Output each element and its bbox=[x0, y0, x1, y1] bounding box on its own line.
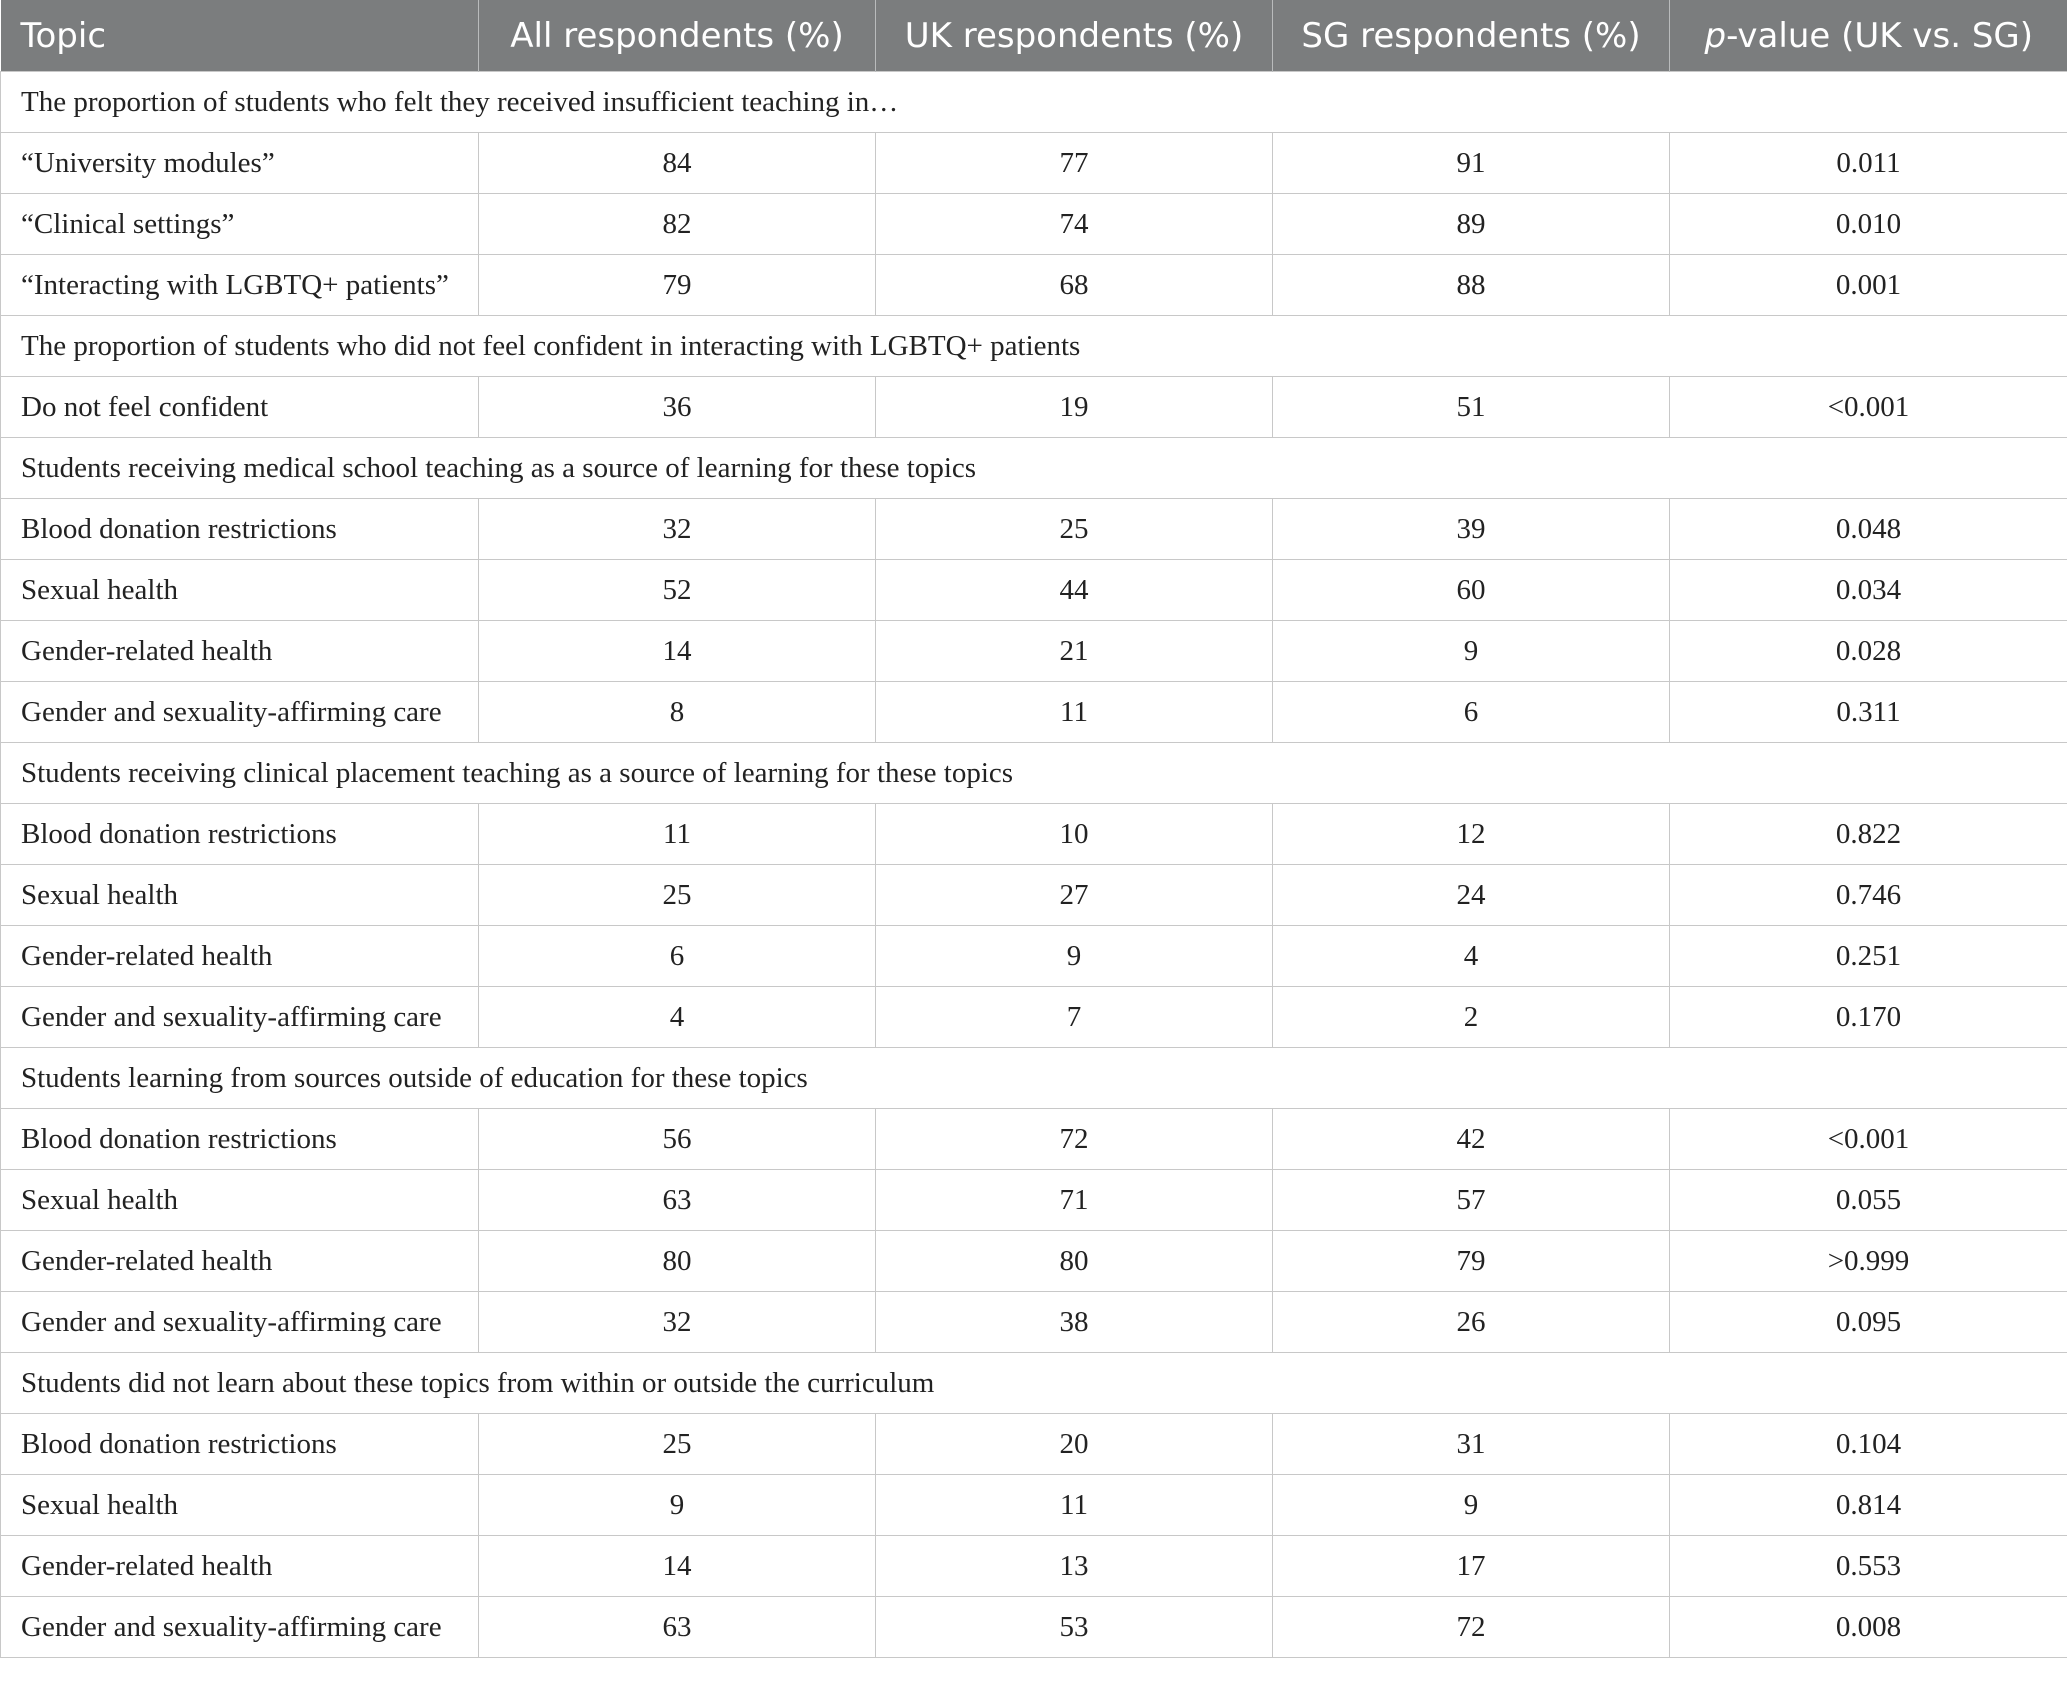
cell-p-value: >0.999 bbox=[1670, 1231, 2067, 1292]
table-row bbox=[1, 987, 2067, 1048]
cell-uk-respondents: 74 bbox=[876, 194, 1273, 255]
cell-p-value: 0.746 bbox=[1670, 865, 2067, 926]
table-row bbox=[1, 926, 2067, 987]
cell-topic: Gender and sexuality-affirming care bbox=[1, 1597, 479, 1658]
cell-uk-respondents: 9 bbox=[876, 926, 1273, 987]
cell-sg-respondents: 26 bbox=[1273, 1292, 1670, 1353]
table-body bbox=[1, 72, 2067, 1658]
cell-sg-respondents: 72 bbox=[1273, 1597, 1670, 1658]
cell-sg-respondents: 57 bbox=[1273, 1170, 1670, 1231]
cell-topic: Sexual health bbox=[1, 560, 479, 621]
table-row bbox=[1, 1109, 2067, 1170]
cell-sg-respondents: 39 bbox=[1273, 499, 1670, 560]
cell-sg-respondents: 51 bbox=[1273, 377, 1670, 438]
section-title: The proportion of students who did not feel confident in interacting with LGBTQ+ patients bbox=[1, 316, 2067, 377]
cell-topic: Sexual health bbox=[1, 865, 479, 926]
cell-topic: Blood donation restrictions bbox=[1, 1109, 479, 1170]
section-row bbox=[1, 72, 2067, 133]
cell-topic: Sexual health bbox=[1, 1475, 479, 1536]
table-row bbox=[1, 499, 2067, 560]
cell-p-value: 0.104 bbox=[1670, 1414, 2067, 1475]
cell-topic: Sexual health bbox=[1, 1170, 479, 1231]
cell-all-respondents: 9 bbox=[479, 1475, 876, 1536]
cell-p-value: 0.001 bbox=[1670, 255, 2067, 316]
cell-uk-respondents: 10 bbox=[876, 804, 1273, 865]
cell-p-value: 0.010 bbox=[1670, 194, 2067, 255]
section-title: Students receiving clinical placement teaching as a source of learning for these topics bbox=[1, 743, 2067, 804]
cell-topic: Gender and sexuality-affirming care bbox=[1, 987, 479, 1048]
cell-sg-respondents: 6 bbox=[1273, 682, 1670, 743]
header-p-value bbox=[1670, 0, 2067, 72]
table-row bbox=[1, 1536, 2067, 1597]
cell-sg-respondents: 17 bbox=[1273, 1536, 1670, 1597]
cell-all-respondents: 8 bbox=[479, 682, 876, 743]
cell-p-value: 0.048 bbox=[1670, 499, 2067, 560]
section-row bbox=[1, 316, 2067, 377]
cell-topic: Blood donation restrictions bbox=[1, 804, 479, 865]
cell-uk-respondents: 27 bbox=[876, 865, 1273, 926]
cell-all-respondents: 63 bbox=[479, 1597, 876, 1658]
cell-p-value: 0.553 bbox=[1670, 1536, 2067, 1597]
cell-uk-respondents: 77 bbox=[876, 133, 1273, 194]
cell-sg-respondents: 88 bbox=[1273, 255, 1670, 316]
cell-sg-respondents: 9 bbox=[1273, 621, 1670, 682]
cell-all-respondents: 63 bbox=[479, 1170, 876, 1231]
cell-topic: Gender-related health bbox=[1, 621, 479, 682]
cell-p-value: 0.008 bbox=[1670, 1597, 2067, 1658]
section-title: Students did not learn about these topics from within or outside the curriculum bbox=[1, 1353, 2067, 1414]
cell-topic: “Interacting with LGBTQ+ patients” bbox=[1, 255, 479, 316]
section-row bbox=[1, 1048, 2067, 1109]
cell-all-respondents: 56 bbox=[479, 1109, 876, 1170]
cell-uk-respondents: 68 bbox=[876, 255, 1273, 316]
cell-topic: Gender-related health bbox=[1, 1536, 479, 1597]
cell-p-value: 0.251 bbox=[1670, 926, 2067, 987]
cell-sg-respondents: 4 bbox=[1273, 926, 1670, 987]
cell-uk-respondents: 11 bbox=[876, 682, 1273, 743]
cell-p-value: <0.001 bbox=[1670, 377, 2067, 438]
section-row bbox=[1, 438, 2067, 499]
header-topic: Topic bbox=[1, 0, 479, 72]
cell-sg-respondents: 31 bbox=[1273, 1414, 1670, 1475]
cell-sg-respondents: 91 bbox=[1273, 133, 1670, 194]
cell-topic: Blood donation restrictions bbox=[1, 499, 479, 560]
table-row bbox=[1, 133, 2067, 194]
section-title: Students receiving medical school teaching as a source of learning for these topics bbox=[1, 438, 2067, 499]
cell-topic: Gender and sexuality-affirming care bbox=[1, 1292, 479, 1353]
cell-uk-respondents: 72 bbox=[876, 1109, 1273, 1170]
table-row bbox=[1, 377, 2067, 438]
cell-p-value: 0.034 bbox=[1670, 560, 2067, 621]
cell-uk-respondents: 71 bbox=[876, 1170, 1273, 1231]
table-row bbox=[1, 1170, 2067, 1231]
table-header bbox=[1, 0, 2067, 72]
cell-uk-respondents: 13 bbox=[876, 1536, 1273, 1597]
section-title: Students learning from sources outside of education for these topics bbox=[1, 1048, 2067, 1109]
cell-all-respondents: 80 bbox=[479, 1231, 876, 1292]
cell-sg-respondents: 89 bbox=[1273, 194, 1670, 255]
table-row bbox=[1, 194, 2067, 255]
cell-all-respondents: 52 bbox=[479, 560, 876, 621]
cell-uk-respondents: 20 bbox=[876, 1414, 1273, 1475]
cell-uk-respondents: 44 bbox=[876, 560, 1273, 621]
cell-all-respondents: 14 bbox=[479, 621, 876, 682]
cell-p-value: 0.028 bbox=[1670, 621, 2067, 682]
cell-sg-respondents: 9 bbox=[1273, 1475, 1670, 1536]
cell-sg-respondents: 24 bbox=[1273, 865, 1670, 926]
cell-topic: “Clinical settings” bbox=[1, 194, 479, 255]
cell-sg-respondents: 79 bbox=[1273, 1231, 1670, 1292]
cell-p-value: <0.001 bbox=[1670, 1109, 2067, 1170]
cell-all-respondents: 25 bbox=[479, 1414, 876, 1475]
cell-uk-respondents: 53 bbox=[876, 1597, 1273, 1658]
cell-topic: Gender-related health bbox=[1, 926, 479, 987]
table-row bbox=[1, 865, 2067, 926]
cell-topic: “University modules” bbox=[1, 133, 479, 194]
header-p-italic: p bbox=[1704, 15, 1727, 56]
cell-p-value: 0.055 bbox=[1670, 1170, 2067, 1231]
cell-all-respondents: 4 bbox=[479, 987, 876, 1048]
cell-sg-respondents: 42 bbox=[1273, 1109, 1670, 1170]
cell-uk-respondents: 25 bbox=[876, 499, 1273, 560]
cell-topic: Gender and sexuality-affirming care bbox=[1, 682, 479, 743]
cell-uk-respondents: 80 bbox=[876, 1231, 1273, 1292]
section-title: The proportion of students who felt they received insufficient teaching in… bbox=[1, 72, 2067, 133]
cell-topic: Blood donation restrictions bbox=[1, 1414, 479, 1475]
cell-p-value: 0.095 bbox=[1670, 1292, 2067, 1353]
header-p-rest: -value (UK vs. SG) bbox=[1726, 15, 2034, 56]
table-row bbox=[1, 1231, 2067, 1292]
section-row bbox=[1, 743, 2067, 804]
cell-p-value: 0.170 bbox=[1670, 987, 2067, 1048]
cell-uk-respondents: 7 bbox=[876, 987, 1273, 1048]
cell-all-respondents: 82 bbox=[479, 194, 876, 255]
cell-all-respondents: 11 bbox=[479, 804, 876, 865]
table-row bbox=[1, 1414, 2067, 1475]
cell-all-respondents: 32 bbox=[479, 1292, 876, 1353]
cell-all-respondents: 36 bbox=[479, 377, 876, 438]
cell-uk-respondents: 38 bbox=[876, 1292, 1273, 1353]
cell-sg-respondents: 12 bbox=[1273, 804, 1670, 865]
cell-uk-respondents: 21 bbox=[876, 621, 1273, 682]
cell-topic: Do not feel confident bbox=[1, 377, 479, 438]
cell-sg-respondents: 2 bbox=[1273, 987, 1670, 1048]
cell-all-respondents: 6 bbox=[479, 926, 876, 987]
header-row bbox=[1, 0, 2067, 72]
cell-all-respondents: 32 bbox=[479, 499, 876, 560]
table-row bbox=[1, 682, 2067, 743]
cell-uk-respondents: 11 bbox=[876, 1475, 1273, 1536]
section-row bbox=[1, 1353, 2067, 1414]
cell-all-respondents: 79 bbox=[479, 255, 876, 316]
cell-sg-respondents: 60 bbox=[1273, 560, 1670, 621]
cell-p-value: 0.822 bbox=[1670, 804, 2067, 865]
table-row bbox=[1, 1475, 2067, 1536]
table-row bbox=[1, 255, 2067, 316]
header-all-respondents: All respondents (%) bbox=[479, 0, 876, 72]
cell-all-respondents: 84 bbox=[479, 133, 876, 194]
table-row bbox=[1, 804, 2067, 865]
table-row bbox=[1, 621, 2067, 682]
cell-uk-respondents: 19 bbox=[876, 377, 1273, 438]
cell-p-value: 0.814 bbox=[1670, 1475, 2067, 1536]
cell-all-respondents: 25 bbox=[479, 865, 876, 926]
table-row bbox=[1, 560, 2067, 621]
cell-all-respondents: 14 bbox=[479, 1536, 876, 1597]
header-sg-respondents: SG respondents (%) bbox=[1273, 0, 1670, 72]
cell-p-value: 0.011 bbox=[1670, 133, 2067, 194]
table-row bbox=[1, 1292, 2067, 1353]
header-uk-respondents: UK respondents (%) bbox=[876, 0, 1273, 72]
cell-topic: Gender-related health bbox=[1, 1231, 479, 1292]
cell-p-value: 0.311 bbox=[1670, 682, 2067, 743]
table-row bbox=[1, 1597, 2067, 1658]
